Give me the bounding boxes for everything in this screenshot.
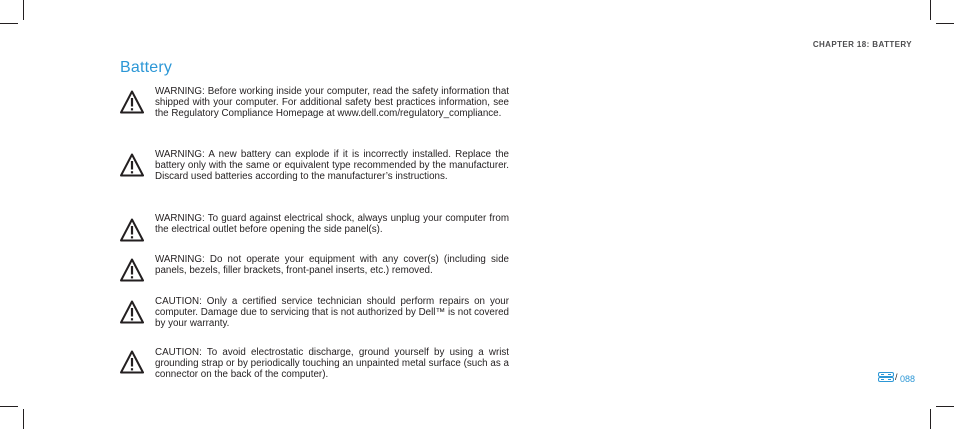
notice-caution <box>120 347 509 383</box>
notice-warning <box>120 149 509 195</box>
notice-caution <box>120 296 509 332</box>
crop-mark <box>936 406 954 407</box>
notice-warning <box>120 213 509 239</box>
notice-text: CAUTION: Only a certified service technician should perform repairs on your computer. Damage due to servicing that is not authorized by Dell™ is not covered by your warranty. <box>155 296 509 330</box>
warning-triangle-icon <box>120 258 144 282</box>
warning-triangle-icon <box>120 350 144 374</box>
notice-text: WARNING: Before working inside your computer, read the safety information that shipped with your computer. For additional safety best practices information, see the Regulatory Compliance Homepage at www.dell.com/regulatory_compliance. <box>155 86 509 120</box>
page-separator: / <box>895 372 898 382</box>
page-number-value: 088 <box>900 374 916 384</box>
crop-mark <box>930 0 931 20</box>
notice-text: CAUTION: To avoid electrostatic discharge, ground yourself by using a wrist grounding strap or by periodically touching an unpainted metal surface (such as a connector on the back of the computer). <box>155 347 509 381</box>
crop-mark <box>936 23 954 24</box>
notice-text: WARNING: A new battery can explode if it is incorrectly installed. Replace the battery only with the same or equivalent type recommended by the manufacturer. Discard used batteries according to the manufacturer’s instructions. <box>155 149 509 183</box>
notice-warning <box>120 254 509 280</box>
notice-text: WARNING: To guard against electrical shock, always unplug your computer from the electrical outlet before opening the side panel(s). <box>155 213 509 236</box>
page-number <box>878 372 928 386</box>
crop-mark <box>23 409 24 429</box>
warning-triangle-icon <box>120 218 144 242</box>
warning-triangle-icon <box>120 300 144 324</box>
crop-mark <box>23 0 24 20</box>
alienware-logo-icon <box>878 372 894 382</box>
warning-triangle-icon <box>120 90 144 114</box>
section-title: Battery <box>120 59 173 76</box>
notice-text: WARNING: Do not operate your equipment with any cover(s) (including side panels, bezels, filler brackets, front-panel inserts, etc.) removed. <box>155 254 509 277</box>
crop-mark <box>930 409 931 429</box>
warning-triangle-icon <box>120 153 144 177</box>
crop-mark <box>0 406 18 407</box>
notice-warning <box>120 86 509 132</box>
crop-mark <box>0 23 18 24</box>
chapter-heading: CHAPTER 18: BATTERY <box>812 40 912 49</box>
